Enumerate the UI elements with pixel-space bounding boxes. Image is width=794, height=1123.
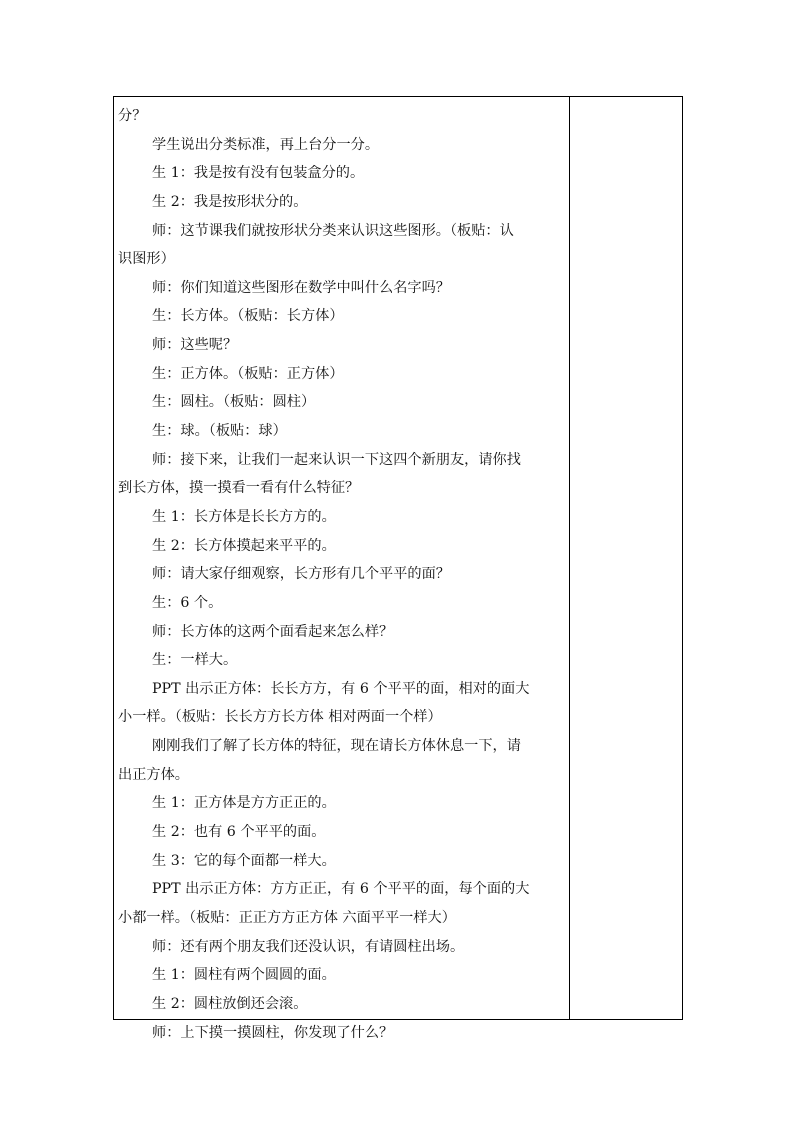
lesson-content-cell — [118, 102, 564, 1047]
text-line: 生 2：我是按形状分的。 — [152, 193, 308, 210]
text-line: 师：长方体的这两个面看起来怎么样？ — [152, 623, 394, 640]
text-line: 生 2：圆柱放倒还会滚。 — [152, 995, 308, 1012]
text-line: 师：上下摸一摸圆柱，你发现了什么？ — [152, 1024, 394, 1041]
text-line: 刚刚我们了解了长方体的特征，现在请长方体休息一下，请 — [152, 738, 521, 755]
text-line: 学生说出分类标准，再上台分一分。 — [152, 136, 380, 153]
text-line: 出正方体。 — [118, 766, 189, 783]
text-line: 生：球。（板贴：球） — [152, 423, 287, 440]
text-line: 师：请大家仔细观察，长方形有几个平平的面？ — [152, 566, 450, 583]
text-line: 生：长方体。（板贴：长方体） — [152, 308, 344, 325]
text-line: 生 2：也有 6 个平平的面。 — [152, 824, 326, 841]
text-line: 生：6 个。 — [152, 594, 223, 611]
text-line: 师：你们知道这些图形在数学中叫什么名字吗？ — [152, 279, 450, 296]
text-line: 师：这些呢？ — [152, 337, 238, 354]
text-line: 小都一样。（板贴：正正方方正方体 六面平平一样大） — [118, 909, 456, 926]
text-line: PPT 出示正方体：长长方方，有 6 个平平的面，相对的面大 — [152, 680, 530, 697]
text-line: 生 1：我是按有没有包装盒分的。 — [152, 165, 365, 182]
text-line: 生 1：正方体是方方正正的。 — [152, 795, 336, 812]
text-line: PPT 出示正方体：方方正正，有 6 个平平的面，每个面的大 — [152, 881, 530, 898]
text-line: 到长方体，摸一摸看一看有什么特征？ — [118, 480, 360, 497]
text-line: 生：正方体。（板贴：正方体） — [152, 365, 344, 382]
text-line: 师：接下来，让我们一起来认识一下这四个新朋友，请你找 — [152, 451, 521, 468]
text-line: 分？ — [118, 108, 147, 124]
lesson-table — [113, 96, 683, 1041]
text-line: 小一样。（板贴：长长方方长方体 相对两面一个样） — [118, 709, 442, 726]
text-line: 生 1：长方体是长长方方的。 — [152, 508, 336, 525]
text-line: 师：还有两个朋友我们还没认识，有请圆柱出场。 — [152, 938, 465, 955]
text-line: 生 1：圆柱有两个圆圆的面。 — [152, 967, 336, 984]
text-line: 识图形） — [118, 251, 175, 268]
notes-cell — [570, 97, 682, 1019]
text-line: 生 2：长方体摸起来平平的。 — [152, 537, 336, 554]
text-line: 生 3：它的每个面都一样大。 — [152, 852, 336, 869]
text-line: 生：圆柱。（板贴：圆柱） — [152, 394, 316, 411]
text-line: 师：这节课我们就按形状分类来认识这些图形。（板贴：认 — [152, 222, 514, 239]
text-line: 生：一样大。 — [152, 652, 238, 669]
